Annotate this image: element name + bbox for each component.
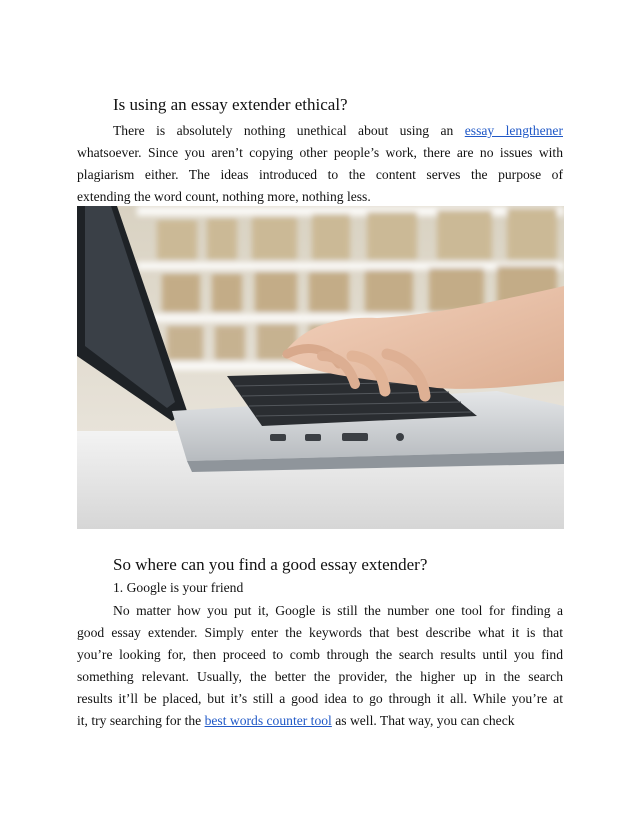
inline-link[interactable]: best words counter tool — [204, 713, 332, 728]
text-run: it, try searching for the — [77, 713, 205, 728]
text-run: There is absolutely nothing unethical about using an — [113, 123, 465, 138]
text-line — [77, 622, 563, 644]
text-run: as well. That way, you can check — [331, 713, 515, 728]
text-line — [77, 710, 563, 732]
section-heading-where: So where can you find a good essay extender? — [113, 555, 428, 574]
section-heading-ethical: Is using an essay extender ethical? — [113, 95, 348, 114]
text-line — [77, 688, 563, 710]
laptop-typing-photo — [77, 206, 564, 529]
text-run: No matter how you put it, Google is still the number one tool for finding a — [113, 603, 563, 618]
text-run: plagiarism either. The ideas introduced to the content serves the purpose of — [77, 167, 563, 182]
text-line — [77, 186, 563, 208]
list-item-title: 1. Google is your friend — [113, 580, 244, 595]
text-line — [77, 164, 563, 186]
text-line — [77, 600, 563, 622]
paragraph-ethical — [77, 120, 563, 208]
text-run: extending the word count, nothing more, nothing less. — [77, 189, 371, 204]
text-run: you’re looking for, then proceed to comb through the search results until you find — [77, 647, 563, 662]
text-line — [77, 142, 563, 164]
text-run: something relevant. Usually, the better the provider, the higher up in the search — [77, 669, 563, 684]
inline-link[interactable]: essay lengthener — [464, 123, 563, 138]
text-line — [77, 644, 563, 666]
text-line — [77, 666, 563, 688]
text-line — [77, 120, 563, 142]
text-run: good essay extender. Simply enter the keywords that best describe what it is that — [77, 625, 563, 640]
paragraph-google — [77, 600, 563, 732]
text-run: results it’ll be placed, but it’s still a good idea to go through it all. While you’re at — [77, 691, 563, 706]
text-run: whatsoever. Since you aren’t copying other people’s work, there are no issues with — [77, 145, 563, 160]
